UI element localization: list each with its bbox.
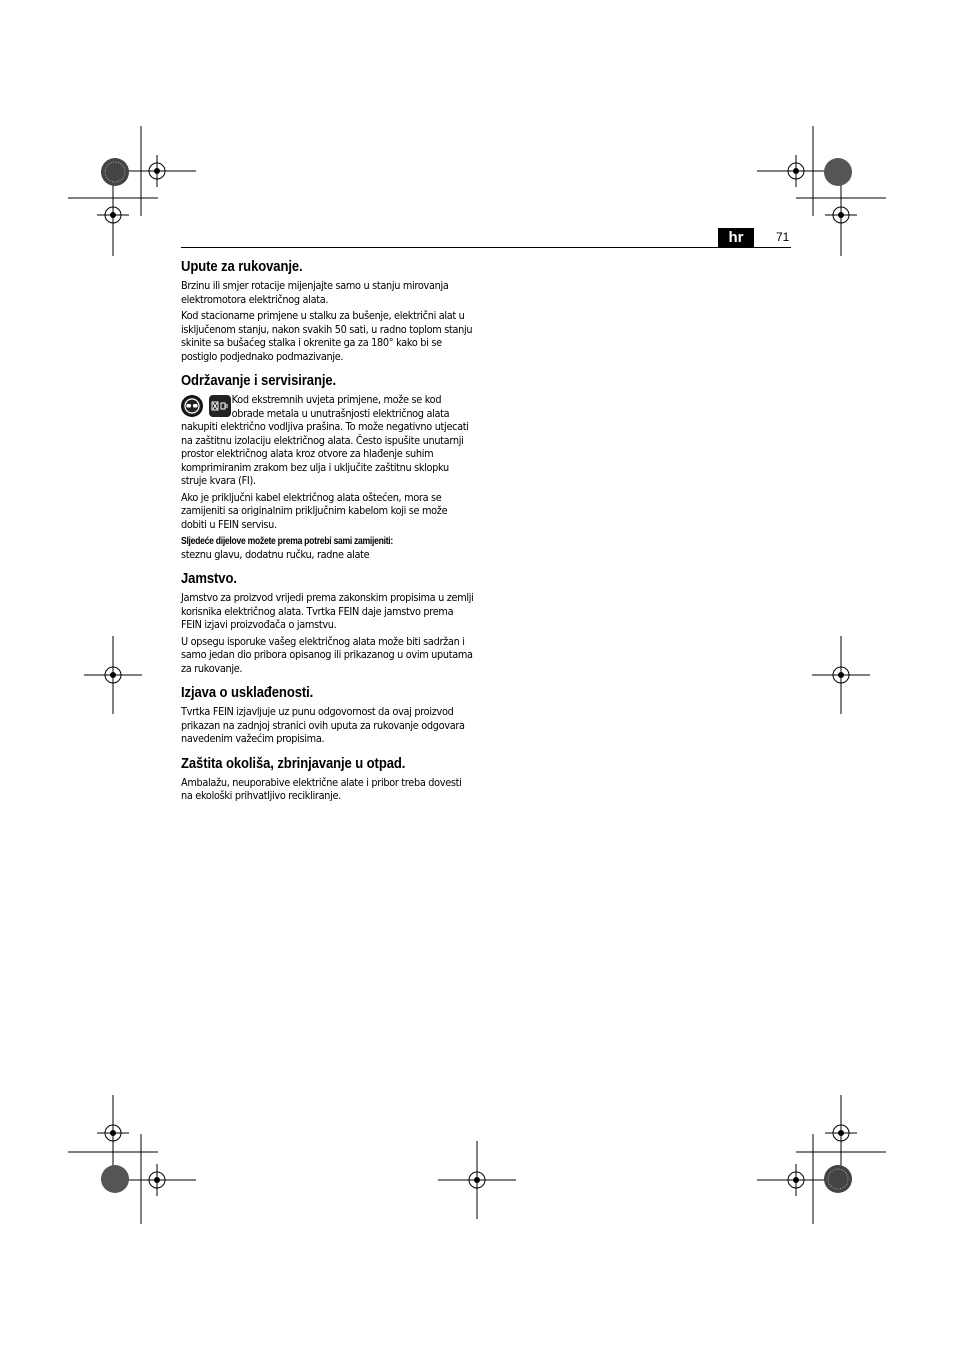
replaceable-parts-note: Sljedeće dijelove možete prema potrebi sami zamijeniti: — [181, 535, 393, 547]
section-maintenance — [181, 372, 481, 562]
replaceable-parts-list: steznu glavu, dodatnu ručku, radne alate — [181, 548, 370, 561]
language-tag: hr — [718, 228, 754, 247]
paragraph: U opsegu isporuke vašeg električnog alata može biti sadržan i samo jedan dio pribora opisanog ili prikazanog u ovim uputama za rukovanje. — [181, 635, 473, 675]
section-operating-instructions — [181, 258, 481, 364]
page-number: 71 — [776, 230, 790, 244]
section-title: Zaštita okoliša, zbrinjavanje u otpad. — [181, 755, 406, 772]
main-content — [181, 258, 481, 812]
section-title: Održavanje i servisiranje. — [181, 373, 337, 389]
section-title: Izjava o usklađenosti. — [181, 685, 314, 701]
paragraph: Kod stacionarne primjene u stalku za bušenje, električni alat u isključenom stanju, nakon svakih 50 sati, u radno toplom stanju skinite sa bušaćeg stalka i okrenite ga za 180° kako bi se postiglo podjednako podmazivanje. — [181, 310, 473, 363]
paragraph: Ako je priključni kabel električnog alata oštećen, mora se zamijeniti sa originalnim priključnim kabelom koji se može dobiti u FEIN servisu. — [181, 491, 448, 531]
paragraph: Tvrtka FEIN izjavljuje uz punu odgovornost da ovaj proizvod prikazan na zadnjoj stranici ovih uputa za rukovanje odgovara navedenim važećim propisima. — [181, 706, 465, 745]
section-warranty — [181, 570, 481, 676]
section-title: Jamstvo. — [181, 571, 237, 587]
paragraph: Ambalažu, neuporabive električne alate i pribor treba dovesti na ekološki prihvatljivo recikliranje. — [181, 776, 462, 802]
section-title: Upute za rukovanje. — [181, 259, 303, 275]
paragraph-intro: Kod ekstremnih uvjeta primjene, može se kod obrade metala u unutrašnjosti električnog alata nakupiti električno vodljiva prašina. To može negativno utjecati na zaštitnu izolaciju električnog alata. Često ispušite unutarnji prostor električnog alata kroz otvore za hlađenje suhim komprimiranim zrakom bez ulja i uključite zaštitnu sklopku struje kvara (FI). — [181, 394, 469, 487]
header-rule — [181, 247, 791, 248]
paragraph: Jamstvo za proizvod vrijedi prema zakonskim propisima u zemlji korisnika električnog alata. Tvrtka FEIN daje jamstvo prema FEIN izjavi proizvođača o jamstvu. — [181, 592, 474, 631]
section-environment-disposal — [181, 755, 481, 804]
section-declaration-of-conformity — [181, 684, 481, 747]
paragraph: Brzinu ili smjer rotacije mijenjajte samo u stanju mirovanja elektromotora električnog alata. — [181, 280, 449, 306]
